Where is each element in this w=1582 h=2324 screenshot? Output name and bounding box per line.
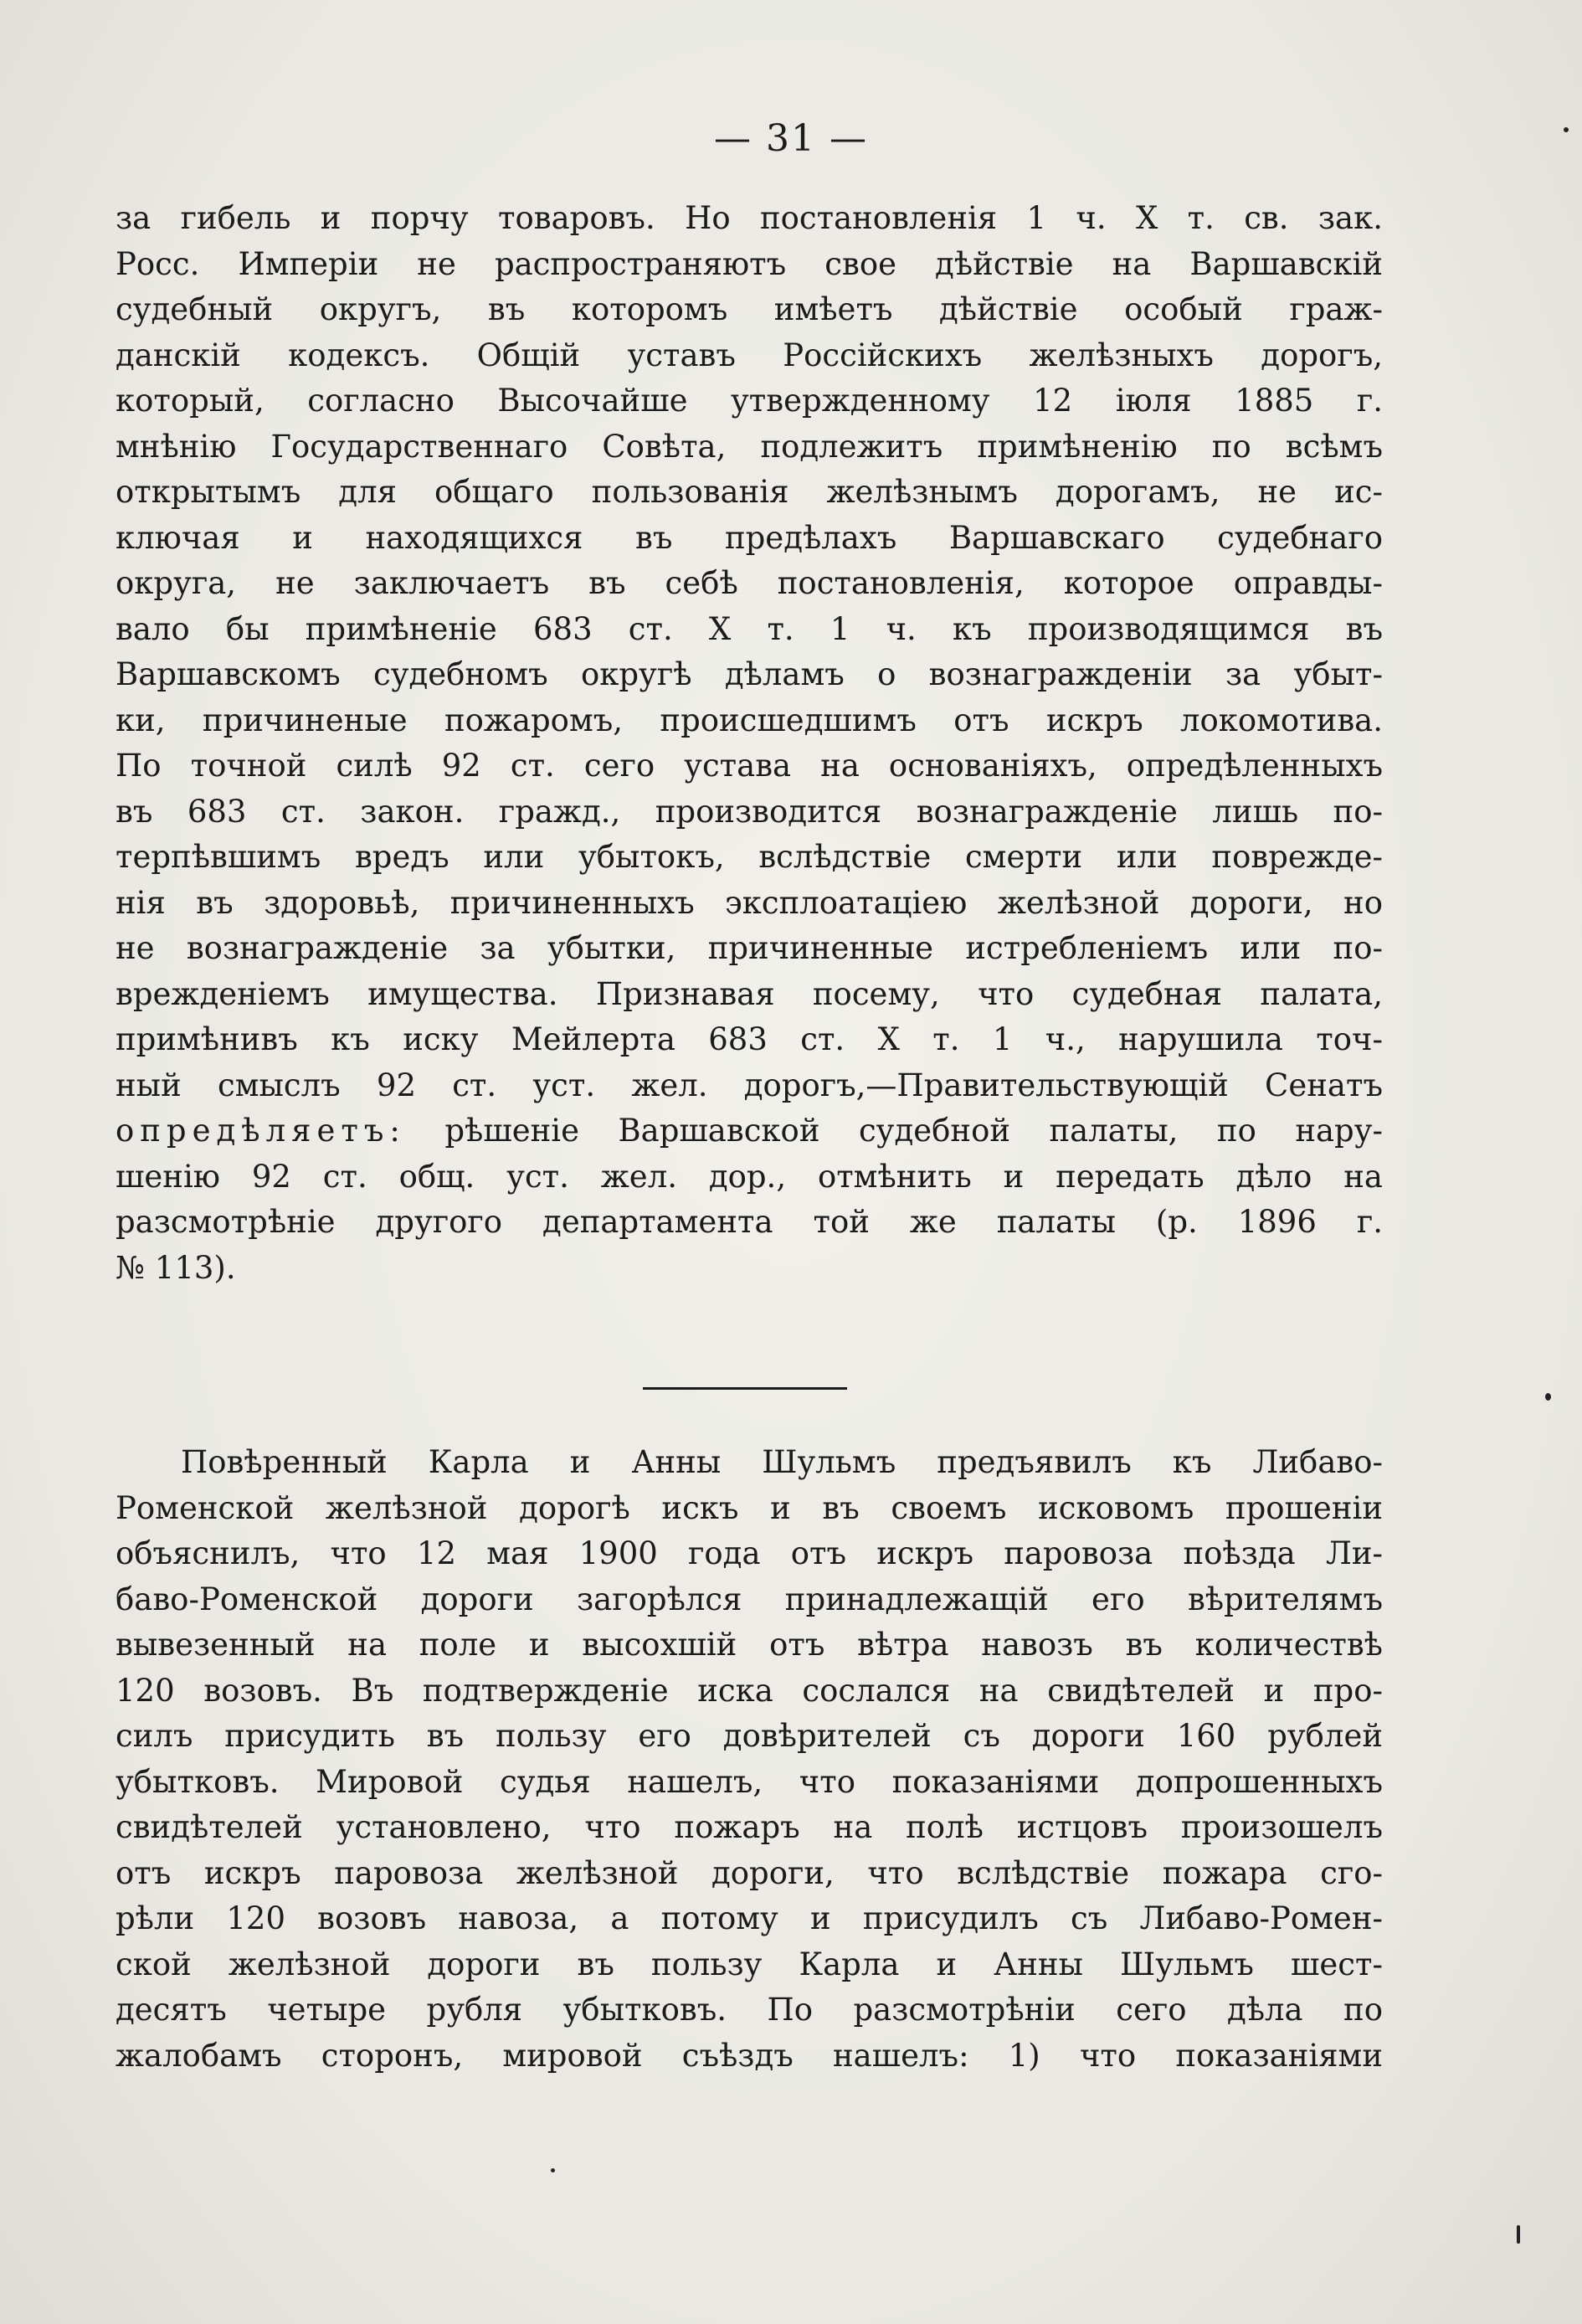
text-line: десятъ четыре рубля убытковъ. По разсмотрѣніи сего дѣла по [116, 1992, 1383, 2028]
text-line: ки, причиненые пожаромъ, происшедшимъ отъ искръ локомотива. [116, 702, 1383, 738]
text-line-rest: рѣшеніе Варшавской судебной палаты, по нару- [405, 1113, 1383, 1149]
scan-speck [1545, 1393, 1551, 1401]
page-number: — 31 — [714, 117, 868, 160]
text-line: жалобамъ сторонъ, мировой съѣздъ нашелъ: 1) что показаніями [116, 2037, 1383, 2074]
text-line: который, согласно Высочайше утвержденному 12 іюля 1885 г. [116, 383, 1383, 419]
text-line: Варшавскомъ судебномъ округѣ дѣламъ о вознагражденіи за убыт- [116, 656, 1383, 692]
paragraph-senate-ruling [116, 196, 1383, 1291]
text-line: баво-Роменской дороги загорѣлся принадлежащій его вѣрителямъ [116, 1581, 1383, 1617]
text-line: врежденіемъ имущества. Признавая посему, что судебная палата, [116, 975, 1383, 1012]
text-line: судебный округъ, въ которомъ имѣетъ дѣйствіе особый граж- [116, 291, 1383, 327]
text-line: 120 возовъ. Въ подтвержденіе иска сослался на свидѣтелей и про- [116, 1672, 1383, 1709]
text-line: убытковъ. Мировой судья нашелъ, что показаніями допрошенныхъ [116, 1763, 1383, 1800]
text-line: По точной силѣ 92 ст. сего устава на основаніяхъ, опредѣленныхъ [116, 748, 1383, 784]
text-line: примѣнивъ къ иску Мейлерта 683 ст. X т. 1 ч., нарушила точ- [116, 1021, 1383, 1057]
text-line-with-emphasis [116, 1108, 1383, 1154]
text-line: ный смыслъ 92 ст. уст. жел. дорогъ,—Правительствующій Сенатъ [116, 1067, 1383, 1103]
scan-speck [551, 2168, 555, 2172]
text-line: объяснилъ, что 12 мая 1900 года отъ искръ паровоза поѣзда Ли- [116, 1535, 1383, 1571]
text-line: терпѣвшимъ вредъ или убытокъ, вслѣдствіе смерти или поврежде- [116, 839, 1383, 875]
text-line: разсмотрѣніе другого департамента той же палаты (р. 1896 г. [116, 1204, 1383, 1240]
text-line: за гибель и порчу товаровъ. Но постановленія 1 ч. X т. св. зак. [116, 200, 1383, 236]
text-line: свидѣтелей установлено, что пожаръ на полѣ истцовъ произошелъ [116, 1809, 1383, 1845]
spaced-emphasis-word: опредѣляетъ: [116, 1113, 406, 1149]
text-line: силъ присудить въ пользу его довѣрителей съ дороги 160 рублей [116, 1718, 1383, 1754]
text-line: открытымъ для общаго пользованія желѣзнымъ дорогамъ, не ис- [116, 474, 1383, 510]
text-line: шенію 92 ст. общ. уст. жел. дор., отмѣнить и передать дѣло на [116, 1158, 1383, 1195]
text-line: отъ искръ паровоза желѣзной дороги, что вслѣдствіе пожара сго- [116, 1854, 1383, 1891]
text-line: № 113). [116, 1249, 236, 1286]
text-line: нія въ здоровьѣ, причиненныхъ эксплоатаціею желѣзной дороги, но [116, 884, 1383, 921]
text-line: ключая и находящихся въ предѣлахъ Варшавскаго судебнаго [116, 519, 1383, 556]
text-line: рѣли 120 возовъ навоза, а потому и присудилъ съ Либаво-Ромен- [116, 1900, 1383, 1936]
text-line: вывезенный на поле и высохшій отъ вѣтра навозъ въ количествѣ [116, 1627, 1383, 1663]
text-line: ской желѣзной дороги въ пользу Карла и Анны Шульмъ шест- [116, 1946, 1383, 1982]
section-separator-rule [643, 1387, 847, 1390]
text-line: Росс. Имперіи не распространяютъ свое дѣйствіе на Варшавскій [116, 245, 1383, 282]
text-line: не вознагражденіе за убытки, причиненные истребленіемъ или по- [116, 930, 1383, 966]
text-line: округа, не заключаетъ въ себѣ постановленія, которое оправды- [116, 565, 1383, 601]
scan-speck [1564, 127, 1569, 132]
text-line: въ 683 ст. закон. гражд., производится вознагражденіе лишь по- [116, 793, 1383, 830]
scan-speck [1517, 2225, 1520, 2244]
text-line: Повѣренный Карла и Анны Шульмъ предъявилъ къ Либаво- [181, 1444, 1383, 1480]
text-line: данскій кодексъ. Общій уставъ Россійскихъ желѣзныхъ дорогъ, [116, 337, 1383, 373]
text-line: Роменской желѣзной дорогѣ искъ и въ своемъ исковомъ прошеніи [116, 1489, 1383, 1526]
paragraph-schulm-case [116, 1440, 1383, 2079]
text-line: вало бы примѣненіе 683 ст. X т. 1 ч. къ производящимся въ [116, 610, 1383, 647]
text-line: мнѣнію Государственнаго Совѣта, подлежитъ примѣненію по всѣмъ [116, 428, 1383, 465]
